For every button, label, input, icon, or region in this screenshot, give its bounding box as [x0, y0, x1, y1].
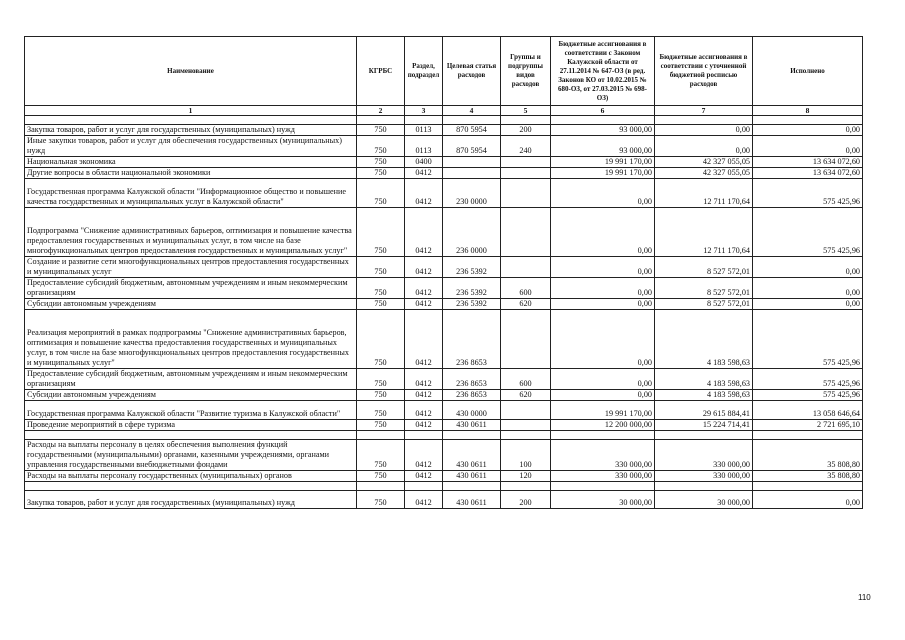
column-number-row: [25, 106, 863, 116]
row-executed: 35 808,80: [753, 471, 863, 482]
row-kgrbs: 750: [357, 168, 405, 179]
row-budget-law: 0,00: [551, 310, 655, 369]
row-name: Другие вопросы в области национальной экономики: [25, 168, 357, 179]
row-budget-law: 0,00: [551, 390, 655, 401]
table-row: [25, 471, 863, 482]
page-number: 110: [858, 593, 871, 602]
row-executed: 0,00: [753, 299, 863, 310]
row-executed: 0,00: [753, 491, 863, 509]
spacer-cell: [357, 482, 405, 491]
row-budget-refined: 15 224 714,41: [655, 420, 753, 431]
row-group: 620: [501, 390, 551, 401]
row-kgrbs: 750: [357, 179, 405, 208]
row-budget-law: 330 000,00: [551, 471, 655, 482]
spacer-row: [25, 431, 863, 440]
row-section: 0412: [405, 278, 443, 299]
header-budget-law: Бюджетные ассигнования в соответствии с Законом Калужской области от 27.11.2014 № 647-ОЗ (в ред. Законов КО от 10.02.2015 № 680-ОЗ, от 27.03.2015 № 698-ОЗ): [551, 37, 655, 106]
header-name: Наименование: [25, 37, 357, 106]
column-number: 4: [443, 106, 501, 116]
row-executed: 575 425,96: [753, 208, 863, 257]
row-target: 236 5392: [443, 257, 501, 278]
header-budget-refined: Бюджетные ассигнования в соответствии с уточненной бюджетной росписью расходов: [655, 37, 753, 106]
row-budget-refined: 8 527 572,01: [655, 257, 753, 278]
table-row: [25, 299, 863, 310]
row-kgrbs: 750: [357, 157, 405, 168]
table-body: [25, 116, 863, 509]
row-budget-law: 30 000,00: [551, 491, 655, 509]
row-kgrbs: 750: [357, 125, 405, 136]
row-name: Расходы на выплаты персоналу в целях обеспечения выполнения функций государственными (муниципальными) органами, казенными учреждениями, органами управления государственными внебюджетными фондами: [25, 440, 357, 471]
row-budget-refined: 30 000,00: [655, 491, 753, 509]
row-section: 0412: [405, 299, 443, 310]
row-budget-refined: 42 327 055,05: [655, 157, 753, 168]
row-name: Предоставление субсидий бюджетным, автономным учреждениям и иным некоммерческим организациям: [25, 369, 357, 390]
spacer-cell: [655, 116, 753, 125]
row-kgrbs: 750: [357, 440, 405, 471]
row-executed: 13 634 072,60: [753, 168, 863, 179]
spacer-cell: [25, 482, 357, 491]
row-name: Расходы на выплаты персоналу государственных (муниципальных) органов: [25, 471, 357, 482]
row-target: 236 5392: [443, 278, 501, 299]
row-group: 100: [501, 440, 551, 471]
row-target: 430 0611: [443, 491, 501, 509]
spacer-cell: [405, 482, 443, 491]
row-kgrbs: 750: [357, 136, 405, 157]
spacer-cell: [501, 482, 551, 491]
row-budget-law: 0,00: [551, 208, 655, 257]
row-name: Государственная программа Калужской области "Информационное общество и повышение качества государственных и муниципальных услуг в Калужской области": [25, 179, 357, 208]
row-section: 0400: [405, 157, 443, 168]
row-executed: 575 425,96: [753, 390, 863, 401]
row-kgrbs: 750: [357, 208, 405, 257]
row-target: 236 8653: [443, 390, 501, 401]
row-executed: 575 425,96: [753, 179, 863, 208]
spacer-cell: [655, 482, 753, 491]
spacer-cell: [443, 482, 501, 491]
row-budget-refined: 330 000,00: [655, 440, 753, 471]
row-name: Проведение мероприятий в сфере туризма: [25, 420, 357, 431]
row-name: Иные закупки товаров, работ и услуг для обеспечения государственных (муниципальных) нужд: [25, 136, 357, 157]
spacer-cell: [501, 431, 551, 440]
table-row: [25, 310, 863, 369]
row-section: 0412: [405, 401, 443, 420]
row-group: 600: [501, 278, 551, 299]
row-group: [501, 420, 551, 431]
row-budget-refined: 12 711 170,64: [655, 179, 753, 208]
row-section: 0412: [405, 390, 443, 401]
row-budget-refined: 42 327 055,05: [655, 168, 753, 179]
row-group: 600: [501, 369, 551, 390]
row-section: 0113: [405, 136, 443, 157]
spacer-cell: [443, 431, 501, 440]
spacer-cell: [753, 116, 863, 125]
column-number: 3: [405, 106, 443, 116]
row-section: 0412: [405, 310, 443, 369]
row-kgrbs: 750: [357, 278, 405, 299]
row-budget-refined: 8 527 572,01: [655, 299, 753, 310]
row-executed: 0,00: [753, 125, 863, 136]
header-executed: Исполнено: [753, 37, 863, 106]
table-row: [25, 420, 863, 431]
table-row: [25, 369, 863, 390]
budget-table: [24, 36, 863, 509]
table-row: [25, 278, 863, 299]
row-name: Создание и развитие сети многофункциональных центров предоставления государственных и муниципальных услуг: [25, 257, 357, 278]
spacer-cell: [551, 116, 655, 125]
row-target: 870 5954: [443, 125, 501, 136]
row-target: 236 8653: [443, 369, 501, 390]
row-executed: 35 808,80: [753, 440, 863, 471]
row-budget-law: 0,00: [551, 257, 655, 278]
row-kgrbs: 750: [357, 491, 405, 509]
row-executed: 2 721 695,10: [753, 420, 863, 431]
spacer-cell: [501, 116, 551, 125]
row-target: 430 0611: [443, 440, 501, 471]
table-row: [25, 168, 863, 179]
row-name: Подпрограмма "Снижение административных барьеров, оптимизация и повышение качества предоставления государственных и муниципальных услуг, в том числе на базе многофункциональных центров предоставления государственных и муниципальных услуг": [25, 208, 357, 257]
table-row: [25, 179, 863, 208]
column-number: 8: [753, 106, 863, 116]
row-budget-law: 19 991 170,00: [551, 168, 655, 179]
row-target: 430 0611: [443, 420, 501, 431]
header-kgrbs: КГРБС: [357, 37, 405, 106]
spacer-cell: [357, 116, 405, 125]
table-row: [25, 208, 863, 257]
row-budget-refined: 0,00: [655, 125, 753, 136]
row-kgrbs: 750: [357, 257, 405, 278]
header-groups: Группы и подгруппы видов расходов: [501, 37, 551, 106]
column-number: 6: [551, 106, 655, 116]
row-name: Закупка товаров, работ и услуг для государственных (муниципальных) нужд: [25, 125, 357, 136]
row-kgrbs: 750: [357, 471, 405, 482]
spacer-cell: [551, 482, 655, 491]
row-section: 0412: [405, 440, 443, 471]
row-target: 430 0611: [443, 471, 501, 482]
row-target: 230 0000: [443, 179, 501, 208]
spacer-cell: [551, 431, 655, 440]
row-name: Предоставление субсидий бюджетным, автономным учреждениям и иным некоммерческим организациям: [25, 278, 357, 299]
spacer-cell: [655, 431, 753, 440]
row-name: Субсидии автономным учреждениям: [25, 390, 357, 401]
row-group: 620: [501, 299, 551, 310]
row-target: [443, 157, 501, 168]
spacer-cell: [405, 431, 443, 440]
spacer-row: [25, 116, 863, 125]
table-row: [25, 491, 863, 509]
row-budget-refined: 0,00: [655, 136, 753, 157]
row-target: 870 5954: [443, 136, 501, 157]
row-budget-refined: 12 711 170,64: [655, 208, 753, 257]
row-group: [501, 157, 551, 168]
row-group: [501, 168, 551, 179]
table-row: [25, 390, 863, 401]
row-section: 0412: [405, 420, 443, 431]
row-section: 0412: [405, 179, 443, 208]
row-group: 200: [501, 125, 551, 136]
row-section: 0412: [405, 369, 443, 390]
row-name: Государственная программа Калужской области "Развитие туризма в Калужской области": [25, 401, 357, 420]
row-target: 236 8653: [443, 310, 501, 369]
row-executed: 575 425,96: [753, 369, 863, 390]
row-budget-law: 12 200 000,00: [551, 420, 655, 431]
row-kgrbs: 750: [357, 401, 405, 420]
row-section: 0412: [405, 168, 443, 179]
row-group: 200: [501, 491, 551, 509]
column-number: 7: [655, 106, 753, 116]
row-budget-law: 330 000,00: [551, 440, 655, 471]
row-group: [501, 208, 551, 257]
row-budget-refined: 8 527 572,01: [655, 278, 753, 299]
spacer-row: [25, 482, 863, 491]
row-budget-law: 0,00: [551, 179, 655, 208]
row-name: Закупка товаров, работ и услуг для государственных (муниципальных) нужд: [25, 491, 357, 509]
row-group: [501, 310, 551, 369]
row-executed: 13 058 646,64: [753, 401, 863, 420]
header-section: Раздел, подраздел: [405, 37, 443, 106]
row-target: 236 5392: [443, 299, 501, 310]
row-name: Национальная экономика: [25, 157, 357, 168]
spacer-cell: [443, 116, 501, 125]
row-kgrbs: 750: [357, 420, 405, 431]
table-row: [25, 157, 863, 168]
row-executed: 13 634 072,60: [753, 157, 863, 168]
row-executed: 0,00: [753, 136, 863, 157]
row-group: 120: [501, 471, 551, 482]
row-budget-law: 19 991 170,00: [551, 401, 655, 420]
row-executed: 575 425,96: [753, 310, 863, 369]
row-budget-refined: 4 183 598,63: [655, 310, 753, 369]
row-budget-law: 0,00: [551, 299, 655, 310]
row-section: 0412: [405, 257, 443, 278]
row-section: 0412: [405, 208, 443, 257]
spacer-cell: [753, 482, 863, 491]
row-section: 0412: [405, 491, 443, 509]
row-kgrbs: 750: [357, 310, 405, 369]
table-row: [25, 136, 863, 157]
row-target: 236 0000: [443, 208, 501, 257]
spacer-cell: [25, 116, 357, 125]
row-budget-refined: 4 183 598,63: [655, 390, 753, 401]
row-budget-law: 93 000,00: [551, 125, 655, 136]
row-group: 240: [501, 136, 551, 157]
table-row: [25, 401, 863, 420]
row-budget-law: 19 991 170,00: [551, 157, 655, 168]
row-budget-refined: 330 000,00: [655, 471, 753, 482]
row-name: Субсидии автономным учреждениям: [25, 299, 357, 310]
spacer-cell: [753, 431, 863, 440]
row-budget-refined: 4 183 598,63: [655, 369, 753, 390]
row-budget-law: 0,00: [551, 278, 655, 299]
header-row: [25, 37, 863, 106]
row-group: [501, 179, 551, 208]
row-group: [501, 401, 551, 420]
row-section: 0412: [405, 471, 443, 482]
column-number: 1: [25, 106, 357, 116]
column-number: 2: [357, 106, 405, 116]
row-kgrbs: 750: [357, 299, 405, 310]
spacer-cell: [357, 431, 405, 440]
row-kgrbs: 750: [357, 390, 405, 401]
header-target: Целевая статья расходов: [443, 37, 501, 106]
row-section: 0113: [405, 125, 443, 136]
row-budget-refined: 29 615 884,41: [655, 401, 753, 420]
row-executed: 0,00: [753, 257, 863, 278]
row-target: [443, 168, 501, 179]
table-row: [25, 125, 863, 136]
row-group: [501, 257, 551, 278]
row-executed: 0,00: [753, 278, 863, 299]
row-name: Реализация мероприятий в рамках подпрограммы "Снижение административных барьеров, оптимизация и повышение качества предоставления государственных и муниципальных услуг, в том числе на базе многофункциональных центров предоставления государственных и муниципальных услуг": [25, 310, 357, 369]
table-row: [25, 257, 863, 278]
row-budget-law: 0,00: [551, 369, 655, 390]
column-number: 5: [501, 106, 551, 116]
spacer-cell: [405, 116, 443, 125]
spacer-cell: [25, 431, 357, 440]
row-target: 430 0000: [443, 401, 501, 420]
row-budget-law: 93 000,00: [551, 136, 655, 157]
table-row: [25, 440, 863, 471]
row-kgrbs: 750: [357, 369, 405, 390]
